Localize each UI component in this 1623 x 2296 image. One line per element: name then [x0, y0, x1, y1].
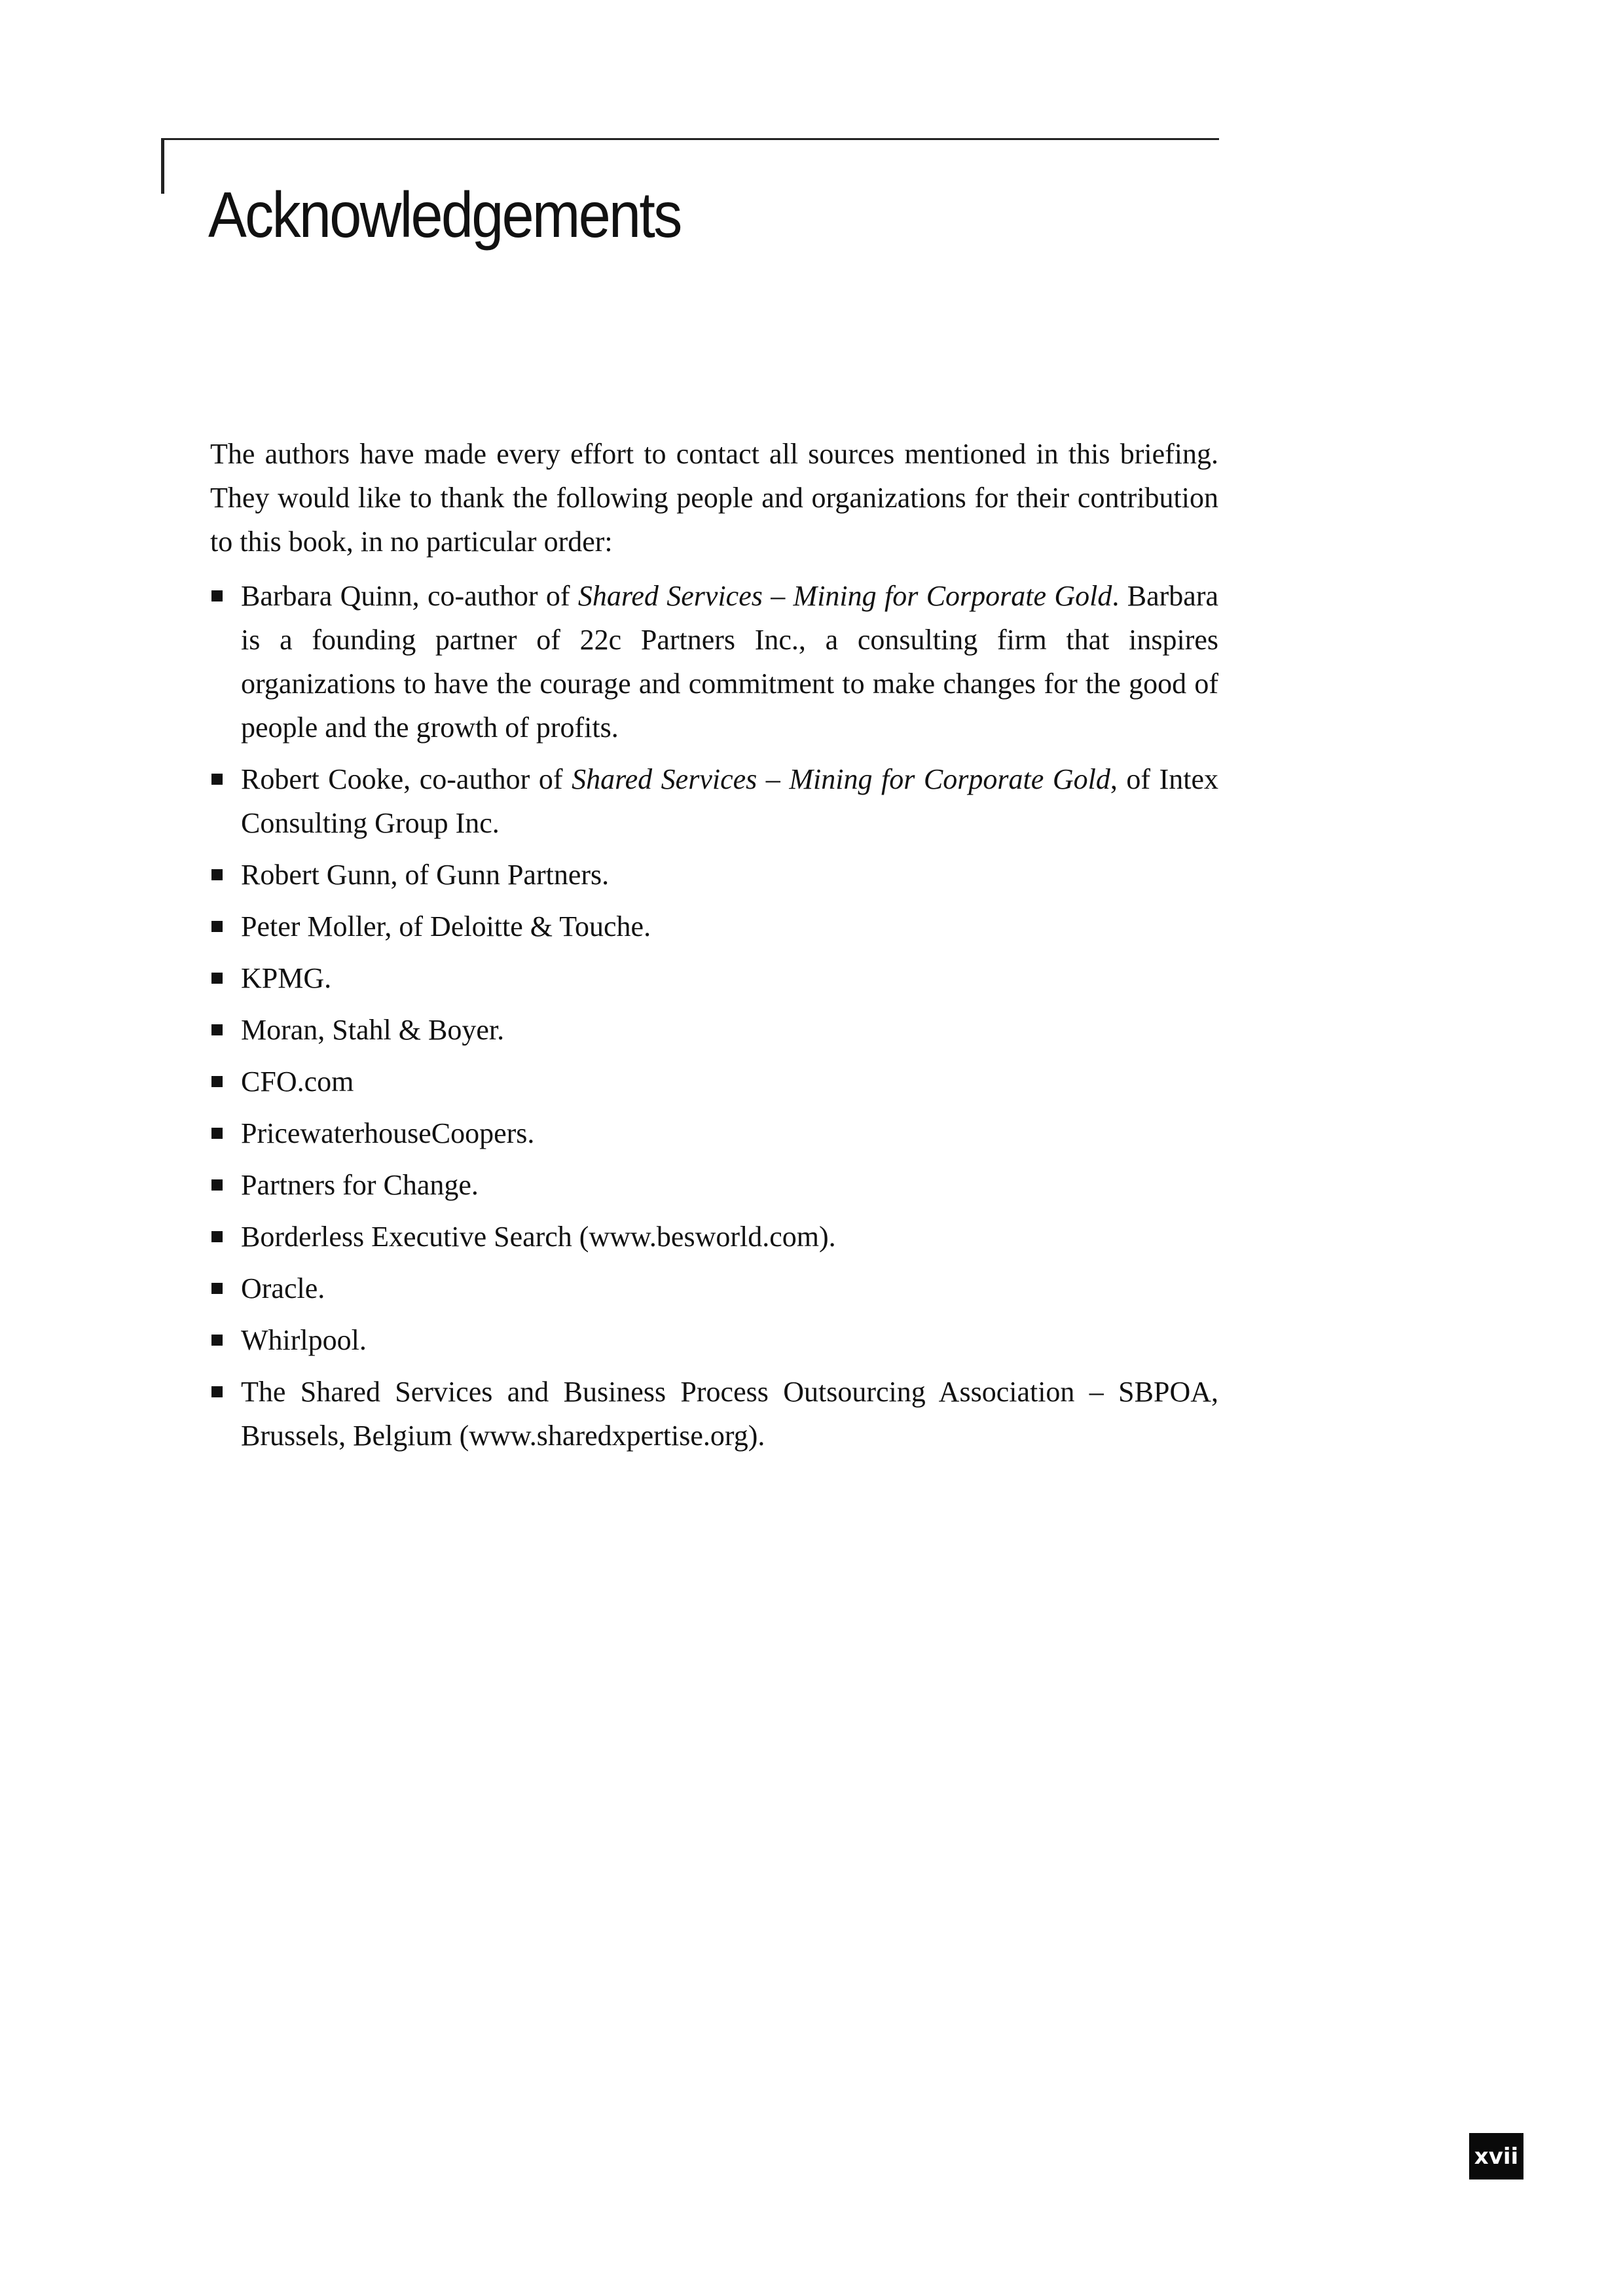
bullet-icon: [211, 1076, 223, 1087]
list-item: [210, 1163, 1218, 1207]
list-item: [210, 1215, 1218, 1259]
item-text: The Shared Services and Business Process Outsourcing Association – SBPOA, Brussels, Belgium (www.sharedxpertise.org).: [241, 1376, 1218, 1452]
item-text: , of Intex Consulting Group Inc.: [241, 763, 1218, 839]
acknowledgements-list: [210, 574, 1218, 1458]
item-text: CFO.com: [241, 1066, 354, 1098]
item-text: Barbara Quinn, co-author of: [241, 580, 578, 612]
book-title: Shared Services – Mining for Corporate Gold: [577, 580, 1112, 612]
bullet-icon: [211, 590, 223, 601]
bullet-icon: [211, 921, 223, 932]
list-item: [210, 853, 1218, 897]
bullet-icon: [211, 1024, 223, 1035]
list-item: [210, 1266, 1218, 1310]
item-text: Robert Gunn, of Gunn Partners.: [241, 859, 610, 891]
item-text: PricewaterhouseCoopers.: [241, 1117, 535, 1149]
header-rule: [161, 138, 1219, 140]
list-item: [210, 1111, 1218, 1155]
intro-paragraph: The authors have made every effort to contact all sources mentioned in this briefing. They would like to thank the following people and organizations for their contribution to this book, in no particular order:: [210, 438, 1218, 558]
item-text: . Barbara is a founding partner of 22c Partners Inc., a consulting firm that inspires organizations to have the courage and commitment to make changes for the good of people and the growth of profits.: [241, 580, 1218, 744]
item-text: Moran, Stahl & Boyer.: [241, 1014, 505, 1046]
bullet-icon: [211, 1386, 223, 1397]
item-text: Borderless Executive Search (www.besworld.com).: [241, 1221, 836, 1253]
body-text: [210, 432, 1218, 1465]
item-text: Oracle.: [241, 1272, 325, 1304]
bullet-icon: [211, 1128, 223, 1139]
list-item: [210, 1318, 1218, 1362]
bullet-icon: [211, 1231, 223, 1242]
item-text: Whirlpool.: [241, 1324, 367, 1356]
bullet-icon: [211, 1335, 223, 1346]
header-rule-vertical: [161, 138, 164, 194]
list-item: [210, 757, 1218, 845]
book-title: Shared Services – Mining for Corporate Gold: [572, 763, 1110, 795]
list-item: [210, 905, 1218, 948]
bullet-icon: [211, 973, 223, 984]
list-item: [210, 1370, 1218, 1458]
list-item: [210, 574, 1218, 749]
bullet-icon: [211, 1283, 223, 1294]
item-text: KPMG.: [241, 962, 332, 994]
page-number: xvii: [1469, 2133, 1523, 2179]
page-title: Acknowledgements: [208, 179, 681, 251]
item-text: Robert Cooke, co-author of: [241, 763, 572, 795]
list-item: [210, 956, 1218, 1000]
bullet-icon: [211, 1179, 223, 1191]
list-item: [210, 1008, 1218, 1052]
bullet-icon: [211, 869, 223, 880]
bullet-icon: [211, 774, 223, 785]
item-text: Partners for Change.: [241, 1169, 479, 1201]
item-text: Peter Moller, of Deloitte & Touche.: [241, 910, 651, 942]
list-item: [210, 1060, 1218, 1103]
